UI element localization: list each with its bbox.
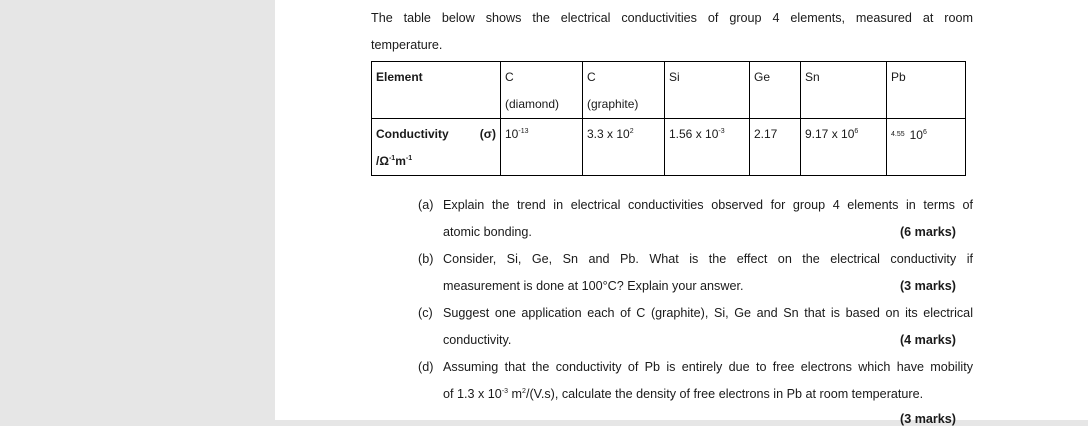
- marks-label-cutoff: (3 marks): [900, 412, 957, 426]
- table-conductivity-row: [372, 119, 966, 176]
- question-label: (b): [418, 252, 434, 266]
- value-c-diamond: $10^{-13}$: [501, 119, 583, 176]
- question-text-line-1: Suggest one application each of C (graphite), Si, Ge and Sn that is based on its electrical: [443, 306, 973, 320]
- header-element-label: Element: [372, 62, 501, 119]
- question-c: [418, 300, 973, 354]
- header-si: Si: [665, 62, 750, 119]
- value-ge: 2.17: [750, 119, 801, 176]
- value-sn: 9.17 x $10^6$: [801, 119, 887, 176]
- header-ge: Ge: [750, 62, 801, 119]
- question-label: (c): [418, 306, 433, 320]
- intro-line-2: temperature.: [371, 38, 443, 52]
- question-d: [418, 354, 973, 408]
- header-sn: Sn: [801, 62, 887, 119]
- conductivity-label: Conductivity (σ) $/\Omega^{-1}m^{-1}$: [372, 119, 501, 176]
- table-header-row: [372, 62, 966, 119]
- header-pb: Pb: [887, 62, 966, 119]
- marks-label: (3 marks): [899, 279, 956, 293]
- intro-paragraph: [371, 5, 973, 59]
- marks-label: (4 marks): [899, 333, 956, 347]
- marks-label: (6 marks): [899, 225, 956, 239]
- question-text-line-2: atomic bonding.: [443, 225, 532, 239]
- value-c-graphite: 3.3 x $10^2$: [583, 119, 665, 176]
- question-label: (a): [418, 198, 434, 212]
- conductivity-table: [371, 61, 966, 176]
- document-page: [275, 0, 1088, 426]
- question-text-line-2: measurement is done at 100°C? Explain your answer.: [443, 279, 744, 293]
- question-text-line-1: Explain the trend in electrical conductivities observed for group 4 elements in terms of: [443, 198, 973, 212]
- value-pb: $^{4.55}$ $10^6$: [887, 119, 966, 176]
- question-text-line-1: Consider, Si, Ge, Sn and Pb. What is the effect on the electrical conductivity if: [443, 252, 973, 266]
- value-si: 1.56 x $10^{-3}$: [665, 119, 750, 176]
- question-text-line-2: conductivity.: [443, 333, 512, 347]
- question-b: [418, 246, 973, 300]
- header-c-graphite: C (graphite): [583, 62, 665, 119]
- header-c-diamond: C (diamond): [501, 62, 583, 119]
- question-label: (d): [418, 360, 434, 374]
- question-text-line-1: Assuming that the conductivity of Pb is entirely due to free electrons which have mobility: [443, 360, 973, 374]
- question-a: [418, 192, 973, 246]
- intro-line-1: The table below shows the electrical conductivities of group 4 elements, measured at room: [371, 11, 973, 25]
- question-text-line-2: of 1.3 x $10^{-3}$ $m^2/(V.s)$, calculate the density of free electrons in Pb at room temperature.: [443, 387, 924, 401]
